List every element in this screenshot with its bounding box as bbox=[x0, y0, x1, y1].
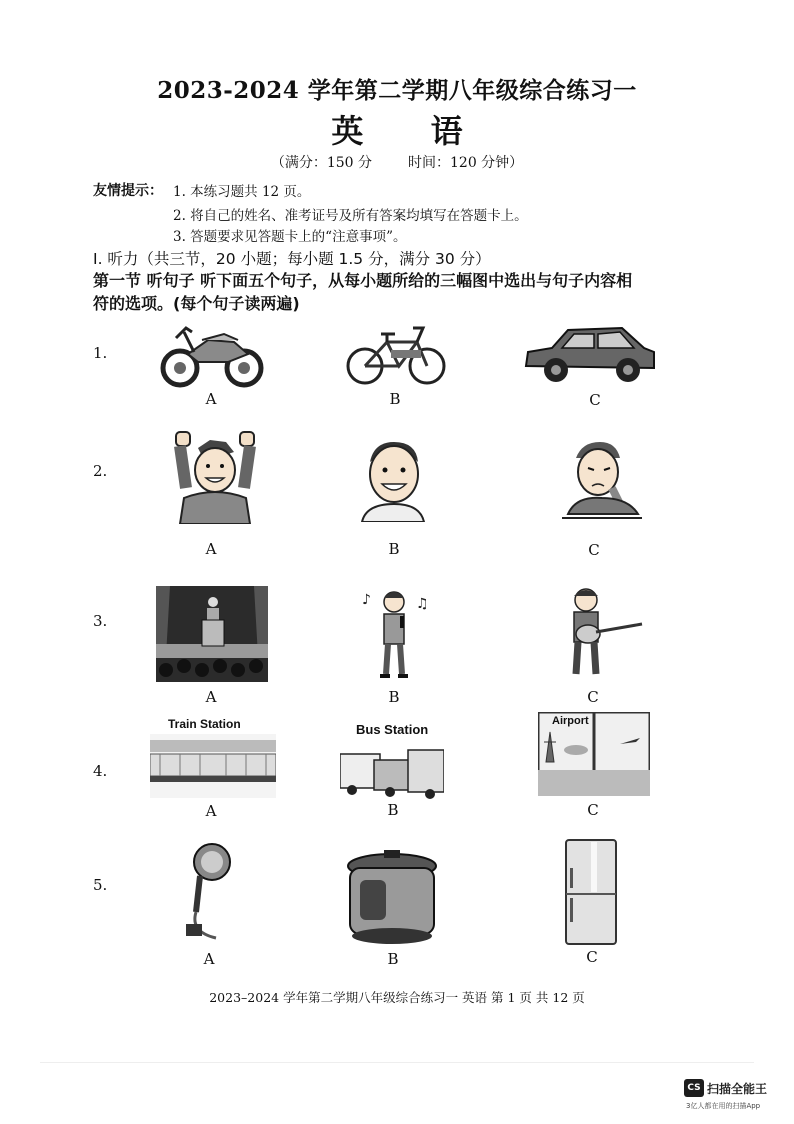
page-divider bbox=[40, 1062, 754, 1063]
shower-head-picture bbox=[176, 842, 240, 946]
part-instruction: 第一节 听句子 听下面五个句子，从每小题所给的三幅图中选出与句子内容相 bbox=[93, 271, 633, 290]
picture-caption: Bus Station bbox=[356, 722, 429, 737]
tip-item: 2. 将自己的姓名、准考证号及所有答案均填写在答题卡上。 bbox=[173, 208, 528, 224]
question-number: 4. bbox=[93, 762, 108, 780]
exam-title: 2023-2024 学年第二学期八年级综合练习一 bbox=[157, 77, 637, 104]
scanner-slogan: 3亿人都在用的扫描App bbox=[686, 1102, 761, 1110]
option-label-c: C bbox=[586, 948, 598, 966]
question-number: 2. bbox=[93, 462, 108, 480]
part-instruction: 符的选项。(每个句子读两遍) bbox=[93, 294, 300, 313]
smiling-boy-picture bbox=[358, 438, 428, 522]
bus-station-picture bbox=[340, 720, 444, 800]
car-picture bbox=[522, 322, 658, 386]
option-label-c: C bbox=[587, 801, 599, 819]
rice-cooker-picture bbox=[344, 850, 440, 946]
scanner-watermark bbox=[684, 1079, 768, 1110]
tip-item: 1. 本练习题共 12 页。 bbox=[173, 184, 311, 200]
time-limit: 时间：120 分钟） bbox=[408, 155, 524, 171]
question-number: 1. bbox=[93, 344, 108, 362]
question-number: 3. bbox=[93, 612, 108, 630]
option-label-c: C bbox=[588, 541, 600, 559]
train-station-picture bbox=[150, 714, 276, 798]
picture-caption: Train Station bbox=[168, 717, 241, 731]
speech-stage-picture bbox=[156, 586, 268, 682]
option-label-b: B bbox=[387, 950, 399, 968]
option-label-b: B bbox=[389, 390, 401, 408]
singing-boy-picture bbox=[360, 586, 430, 680]
scanner-logo-icon: CS bbox=[684, 1079, 704, 1097]
cheering-boy-picture bbox=[170, 428, 260, 524]
tip-item: 3. 答题要求见答题卡上的“注意事项”。 bbox=[173, 229, 407, 245]
airport-picture bbox=[538, 712, 650, 796]
motorcycle-picture bbox=[158, 318, 266, 388]
question-number: 5. bbox=[93, 876, 108, 894]
option-label-a: A bbox=[203, 950, 215, 968]
svg-text:♫: ♫ bbox=[416, 596, 429, 612]
option-label-c: C bbox=[589, 391, 601, 409]
svg-text:♪: ♪ bbox=[362, 592, 371, 608]
sad-boy-picture bbox=[562, 436, 642, 524]
guitar-boy-picture bbox=[556, 586, 646, 682]
tips-label: 友情提示： bbox=[93, 183, 163, 199]
full-score: （满分：150 分 bbox=[270, 155, 372, 171]
picture-caption: Airport bbox=[552, 715, 589, 727]
option-label-b: B bbox=[387, 801, 399, 819]
option-label-c: C bbox=[587, 688, 599, 706]
bicycle-picture bbox=[343, 320, 449, 388]
option-label-a: A bbox=[205, 688, 217, 706]
option-label-a: A bbox=[205, 540, 217, 558]
option-label-b: B bbox=[388, 540, 400, 558]
exam-meta bbox=[0, 152, 794, 172]
option-label-a: A bbox=[205, 390, 217, 408]
option-label-a: A bbox=[205, 802, 217, 820]
subject-title: 英 语 bbox=[331, 112, 491, 150]
option-label-b: B bbox=[388, 688, 400, 706]
scanner-app-name: 扫描全能王 bbox=[707, 1081, 768, 1096]
refrigerator-picture bbox=[564, 838, 618, 946]
page-footer: 2023–2024 学年第二学期八年级综合练习一 英语 第 1 页 共 12 页 bbox=[209, 990, 585, 1005]
section-title: I. 听力（共三节，20 小题；每小题 1.5 分，满分 30 分） bbox=[93, 250, 491, 268]
